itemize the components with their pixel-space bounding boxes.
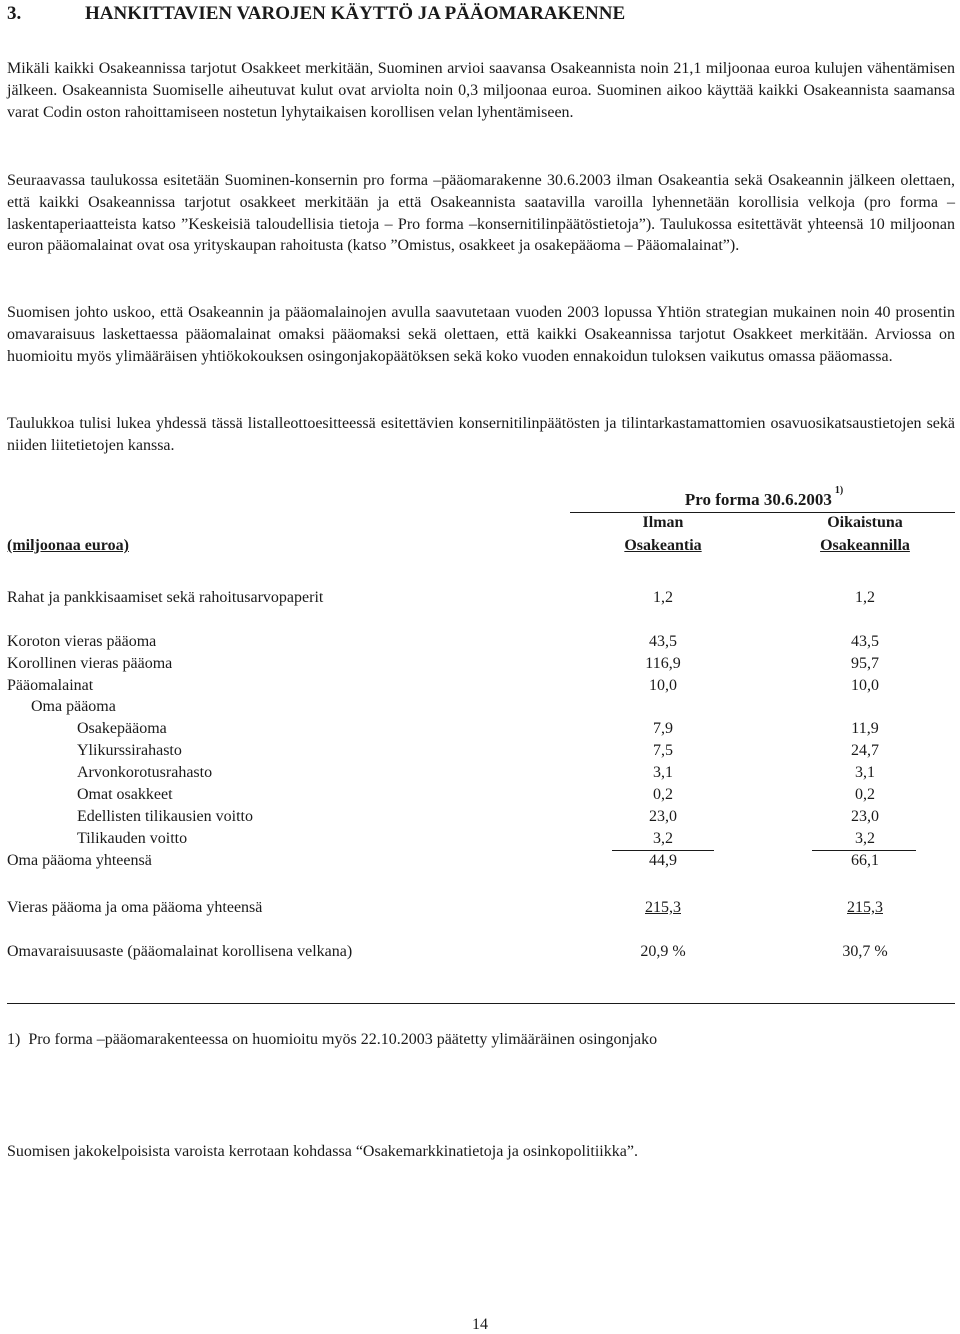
table-row-value: 66,1 [851,852,879,869]
footnote: 1) Pro forma –pääomarakenteessa on huomioitu myös 22.10.2003 päätetty ylimääräinen osingonjako [7,1031,658,1048]
table-row-label: Koroton vieras pääoma [7,633,157,650]
table-row-label: Edellisten tilikausien voitto [77,808,253,825]
table-row-value: 116,9 [645,655,681,672]
table-row-value: 3,2 [855,830,875,847]
table-row-value: 215,3 [645,899,681,916]
subtotal-rule-col1 [612,850,714,851]
table-row-label: Korollinen vieras pääoma [7,655,173,672]
table-row-value: 23,0 [851,808,879,825]
section-number: 3. [7,3,22,24]
table-row-value: 44,9 [649,852,677,869]
table-row-value: 95,7 [851,655,879,672]
table-row-value: 11,9 [851,720,879,737]
col2-header-line1: Oikaistuna [827,514,903,531]
group-header-rule [570,512,955,513]
table-row-value: 215,3 [847,899,883,916]
col1-header-line1: Ilman [642,514,684,531]
table-row-value: 24,7 [851,742,879,759]
table-row-label: Osakepääoma [77,720,167,737]
table-row-value: 3,2 [653,830,673,847]
table-row-value: 7,9 [653,720,673,737]
table-row-label: Oma pääoma yhteensä [7,852,152,869]
table-row-value: 0,2 [653,786,673,803]
table-row-label: Omavaraisuusaste (pääomalainat korollisena velkana) [7,943,353,960]
table-row-value: 43,5 [649,633,677,650]
table-row-value: 23,0 [649,808,677,825]
section-title: HANKITTAVIEN VAROJEN KÄYTTÖ JA PÄÄOMARAKENNE [85,3,626,24]
col1-header-line2: Osakeantia [624,537,702,554]
paragraph-table-intro: Seuraavassa taulukossa esitetään Suominen-konsernin pro forma –pääomarakenne 30.6.2003 ilman Osakeantia sekä Osakeannin jälkeen olettaen, että kaikki Osakeannissa tarjotut osakkeet merkitään ja että Osakeannista saatavilla varoilla lyhennetään korollisia velkoja (pro forma –laskentaperiaatteista katso ”Keskeisiä taloudellisia tietoja – Pro forma –konsernitilinpäätöstietoja”). Taulukossa esitettävät yhteensä 10 miljoonan euron pääomalainat ovat osa yrityskaupan rahoitusta (katso ”Omistus, osakkeet ja osakepääoma – Pääomalainat”). [7,172,955,255]
table-row-label: Oma pääoma [31,698,116,715]
table-row-value: 10,0 [851,677,879,694]
table-group-header: Pro forma 30.6.2003 $^{1)}$ [684,485,844,509]
unit-label: (miljoonaa euroa) [7,537,129,554]
closing-paragraph: Suomisen jakokelpoisista varoista kerrotaan kohdassa “Osakemarkkinatietoja ja osinkopolitiikka”. [7,1143,638,1160]
table-row-label: Omat osakkeet [77,786,173,803]
table-row-value: 1,2 [653,589,673,606]
paragraph-reading-note: Taulukkoa tulisi lukea yhdessä tässä listalleottoesitteessä esitettävien konsernitilinpäätösten ja tilintarkastamattomien osavuosikatsaustietojen sekä niiden liitetietojen kanssa. [7,415,955,454]
table-row-label: Rahat ja pankkisaamiset sekä rahoitusarvopaperit [7,589,324,606]
table-row-value: 7,5 [653,742,673,759]
footnote-mark: 1) [834,485,844,497]
table-row-value: 0,2 [855,786,875,803]
table-row-label: Arvonkorotusrahasto [77,764,213,781]
page-number: 14 [472,1316,488,1333]
table-row-label: Vieras pääoma ja oma pääoma yhteensä [7,899,263,916]
footnote-separator [7,1003,955,1004]
table-row-value: 10,0 [649,677,677,694]
table-row-value: 3,1 [855,764,875,781]
paragraph-management: Suomisen johto uskoo, että Osakeannin ja pääomalainojen avulla saavutetaan vuoden 2003 lopussa Yhtiön strategian mukainen noin 40 prosentin omavaraisuus laskettaessa pääomalainat omaksi pääomaksi sekä olettaen, että kaikki Osakeannissa tarjotut Osakkeet merkitään. Arviossa on huomioitu myös ylimääräisen yhtiökokouksen osingonjakopäätöksen sekä koko vuoden ennakoidun tuloksen vaikutus omassa pääomassa. [7,304,955,365]
paragraph-proceeds: Mikäli kaikki Osakeannissa tarjotut Osakkeet merkitään, Suominen arvioi saavansa Osakeannista noin 21,1 miljoonaa euroa kulujen vähentämisen jälkeen. Osakeannista Suomiselle aiheutuvat kulut ovat arviolta noin 0,3 miljoonaa euroa. Suominen aikoo käyttää kaikki Osakeannista saamansa varat Codin oston rahoittamiseen nostetun lyhytaikaisen korollisen velan lyhentämiseen. [7,60,955,121]
table-row-value: 43,5 [851,633,879,650]
table-row-value: 20,9 % [640,943,686,960]
table-row-value: 3,1 [653,764,673,781]
subtotal-rule-col2 [812,850,916,851]
col2-header-line2: Osakeannilla [820,537,910,554]
table-row-label: Pääomalainat [7,677,94,694]
table-row-value: 30,7 % [842,943,888,960]
section-heading [7,3,625,25]
table-row-value: 1,2 [855,589,875,606]
table-row-label: Tilikauden voitto [77,830,188,847]
table-row-label: Ylikurssirahasto [77,742,182,759]
